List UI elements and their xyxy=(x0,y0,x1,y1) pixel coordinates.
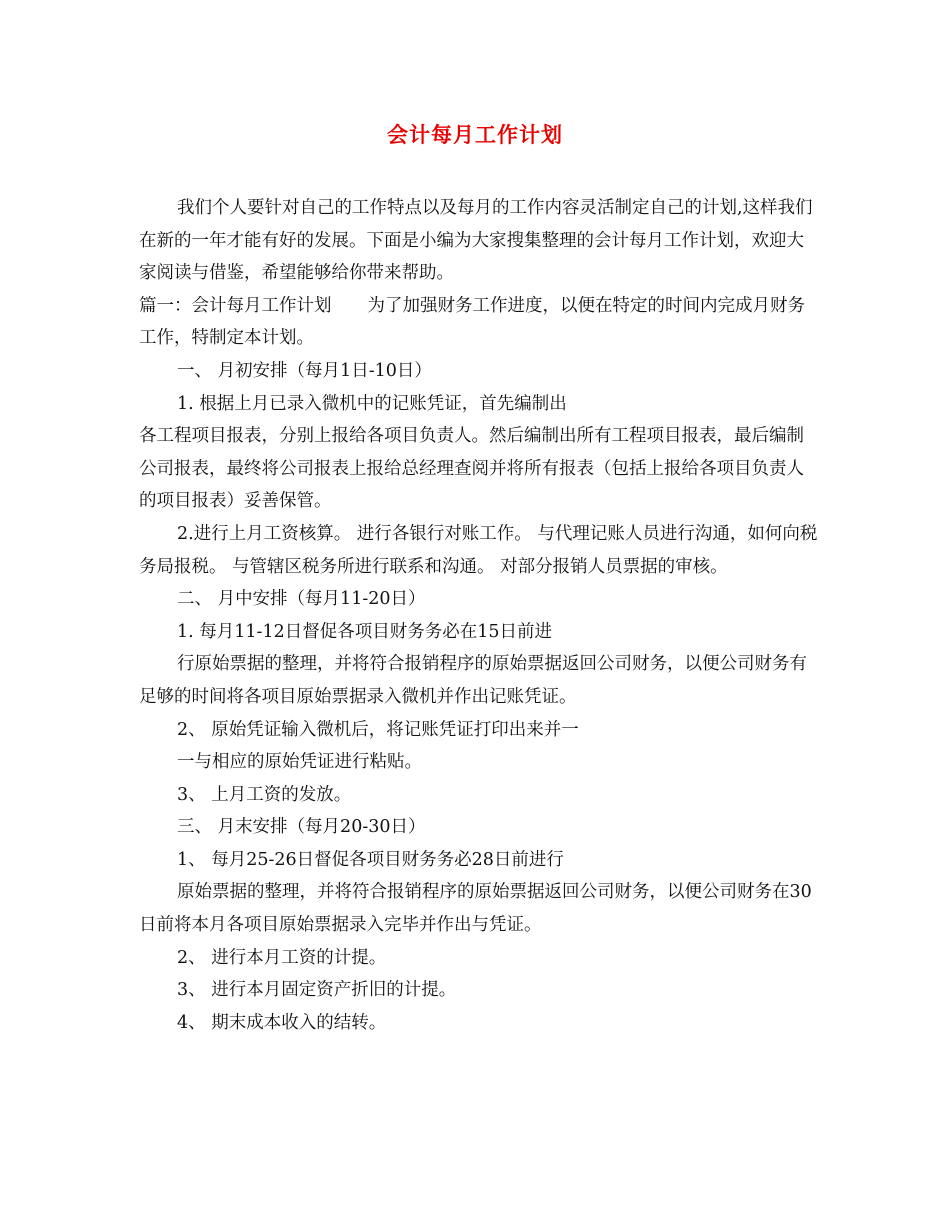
part-one-heading: 一、 月初安排（每月1日-10日） xyxy=(177,360,432,381)
paragraph-item: 2、 进行本月工资的计提。 xyxy=(177,947,387,968)
paragraph-item: 3、 进行本月固定资产折旧的计提。 xyxy=(177,980,457,1001)
paragraph-item: 3、 上月工资的发放。 xyxy=(177,784,352,805)
section-heading-paragraph xyxy=(139,290,819,355)
paragraph-item: 2、 原始凭证输入微机后，将记账凭证打印出来并一 xyxy=(177,719,579,740)
paragraph-item: 1. 每月11-12日督促各项目财务务必在15日前进 xyxy=(177,621,552,642)
paragraph-item: 原始票据的整理，并将符合报销程序的原始票据返回公司财务，以便公司财务在30日前将本月各项目原始票据录入完毕并作出与凭证。 xyxy=(139,882,812,936)
section-heading-tail: 为了加强财务工作进度，以便在特定的时间内完成月财务工作，特制定本计划。 xyxy=(139,295,805,349)
paragraph-item: 4、 期末成本收入的结转。 xyxy=(177,1012,387,1033)
intro-paragraph: 我们个人要针对自己的工作特点以及每月的工作内容灵活制定自己的计划,这样我们在新的一年才能有好的发展。下面是小编为大家搜集整理的会计每月工作计划，欢迎大家阅读与借鉴，希望能够给你带来帮助。 xyxy=(139,198,813,284)
paragraph-item: 各工程项目报表，分别上报给各项目负责人。然后编制出所有工程项目报表，最后编制公司报表，最终将公司报表上报给总经理查阅并将所有报表（包括上报给各项目负责人的项目报表）妥善保管。 xyxy=(139,426,804,512)
paragraph-item: 1. 根据上月已录入微机中的记账凭证，首先编制出 xyxy=(177,393,567,414)
document-title: 会计每月工作计划 xyxy=(387,122,563,147)
section-heading: 篇一：会计每月工作计划 xyxy=(139,295,332,316)
part-two-heading: 二、 月中安排（每月11-20日） xyxy=(177,589,426,610)
paragraph-item: 一与相应的原始凭证进行粘贴。 xyxy=(177,752,422,773)
paragraph-item: 2.进行上月工资核算。 进行各银行对账工作。 与代理记账人员进行沟通，如何向税务局报税。 与管辖区税务所进行联系和沟通。 对部分报销人员票据的审核。 xyxy=(139,523,818,577)
paragraph-item: 1、 每月25-26日督促各项目财务务必28日前进行 xyxy=(177,849,564,870)
part-three-heading: 三、 月末安排（每月20-30日） xyxy=(177,817,426,838)
document-body xyxy=(139,192,819,1039)
paragraph-item: 行原始票据的整理，并将符合报销程序的原始票据返回公司财务，以便公司财务有足够的时间将各项目原始票据录入微机并作出记账凭证。 xyxy=(139,654,807,707)
